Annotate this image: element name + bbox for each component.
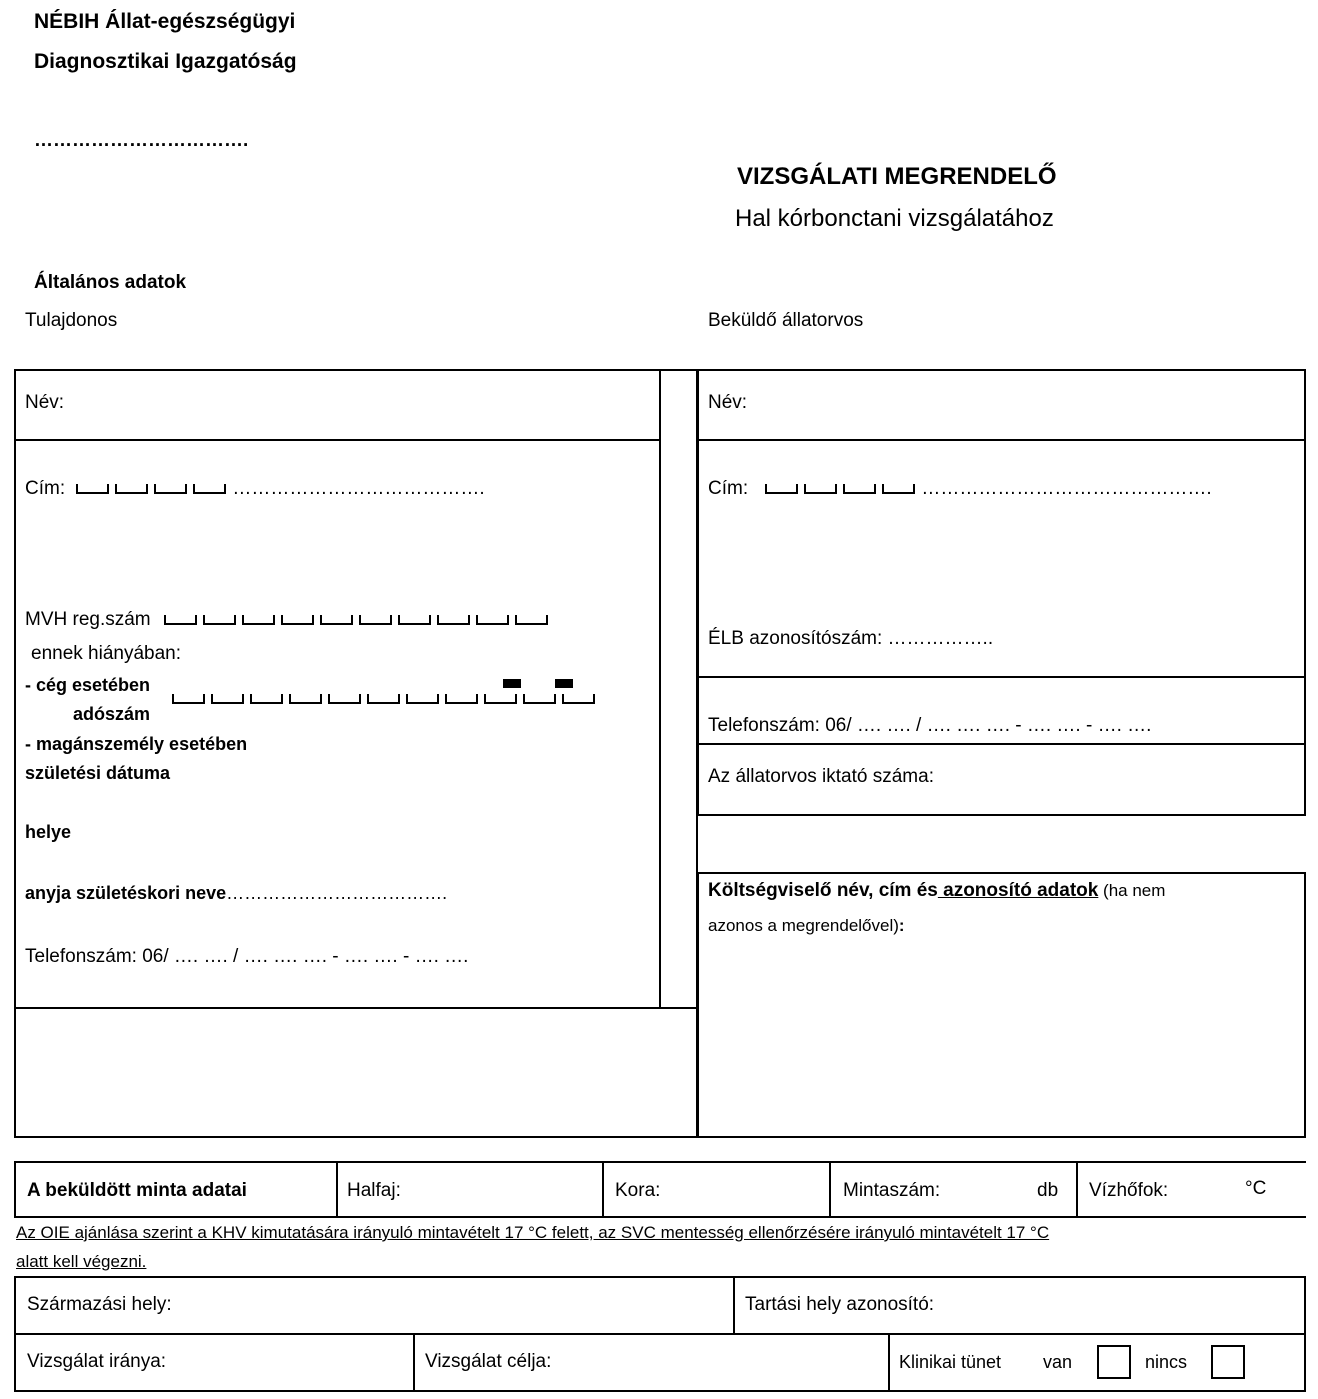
owner-right-divider <box>659 369 661 1009</box>
age-label[interactable]: Kora: <box>615 1180 661 1201</box>
clinical-sign-label: Klinikai tünet <box>899 1352 1002 1372</box>
org-name-line2: Diagnosztikai Igazgatóság <box>34 50 297 73</box>
general-section-title: Általános adatok <box>34 272 187 293</box>
exam-direction-label[interactable]: Vizsgálat iránya: <box>27 1351 167 1372</box>
payer-note: (ha nem <box>1098 881 1166 900</box>
tax-number-label: adószám <box>73 704 151 724</box>
vet-block <box>697 369 1306 816</box>
vet-section-label: Beküldő állatorvos <box>708 310 864 331</box>
oie-note-line2: alatt kell végezni. <box>16 1252 147 1271</box>
elb-dots: …………….. <box>887 628 994 649</box>
payer-note-line2 <box>708 916 905 936</box>
vet-address-field[interactable] <box>708 478 1212 500</box>
org-name-line1: NÉBIH Állat-egészségügyi <box>34 10 296 33</box>
payer-title: Költségviselő név, cím és <box>708 880 938 901</box>
sample-row-bottom <box>14 1216 1306 1218</box>
vet-elb-divider <box>697 676 1306 678</box>
vet-phone-divider <box>697 743 1306 745</box>
sample-row-top <box>14 1161 1306 1163</box>
mother-name-label: anyja születéskori neve <box>25 883 227 903</box>
payer-block <box>697 872 1306 1138</box>
mvh-label: MVH reg.szám <box>25 609 151 631</box>
sample-data-title: A beküldött minta adatai <box>27 1180 247 1201</box>
sample-col-div-4 <box>1076 1161 1078 1218</box>
elb-field[interactable] <box>708 628 993 650</box>
postcode-boxes <box>76 478 232 500</box>
vet-address-label: Cím: <box>708 478 749 500</box>
sample-col-div-3 <box>829 1161 831 1218</box>
form-subtitle: Hal kórbonctani vizsgálatához <box>735 205 1054 232</box>
tax-dash-1 <box>503 679 521 688</box>
owner-bottom-divider <box>14 1007 698 1009</box>
owner-name-label[interactable]: Név: <box>25 392 65 413</box>
holding-id-label[interactable]: Tartási hely azonosító: <box>745 1294 935 1315</box>
origin-col-divider <box>733 1276 735 1334</box>
tax-dash-2 <box>555 679 573 688</box>
clinical-no-checkbox[interactable] <box>1211 1345 1245 1379</box>
mother-name-dots: ………………………………. <box>226 883 448 903</box>
sample-count-label[interactable]: Mintaszám: <box>843 1180 941 1201</box>
owner-address-label: Cím: <box>25 478 66 500</box>
vet-name-divider <box>697 439 1306 441</box>
private-person-label: - magánszemély esetében <box>25 734 248 754</box>
sample-row-left <box>14 1161 16 1218</box>
water-temp-unit: °C <box>1245 1178 1267 1199</box>
species-label[interactable]: Halfaj: <box>347 1180 401 1201</box>
payer-id-data: azonosító adatok <box>937 880 1099 901</box>
vet-postcode-boxes <box>765 478 921 500</box>
payer-title-line[interactable] <box>708 880 1165 902</box>
payer-colon: : <box>898 916 905 935</box>
company-label: - cég esetében <box>25 675 151 695</box>
clinical-no-label: nincs <box>1145 1352 1188 1372</box>
mvh-field[interactable] <box>25 609 554 631</box>
exam-col-divider-1 <box>413 1333 415 1392</box>
mother-name-field[interactable] <box>25 883 447 904</box>
mvh-boxes <box>164 609 554 631</box>
water-temp-label[interactable]: Vízhőfok: <box>1089 1180 1169 1201</box>
birth-date-label[interactable]: születési dátuma <box>25 763 171 783</box>
owner-phone-field[interactable]: Telefonszám: 06/ …. …. / …. …. …. - …. …. - …. …. <box>25 946 469 967</box>
sample-col-div-2 <box>602 1161 604 1218</box>
owner-address-dots: …………………………………. <box>232 478 485 500</box>
org-dots: ……………………………. <box>34 130 249 151</box>
vet-phone-field[interactable]: Telefonszám: 06/ …. …. / …. …. …. - …. …. - …. …. <box>708 715 1152 736</box>
owner-name-divider <box>14 439 661 441</box>
owner-section-label: Tulajdonos <box>25 310 118 331</box>
payer-note-text: azonos a megrendelővel) <box>708 916 899 935</box>
elb-label: ÉLB azonosítószám: <box>708 628 883 649</box>
owner-address-field[interactable] <box>25 478 485 500</box>
clinical-yes-label: van <box>1043 1352 1073 1372</box>
clinical-yes-checkbox[interactable] <box>1097 1345 1131 1379</box>
absence-label: ennek hiányában: <box>31 643 182 664</box>
vet-name-label[interactable]: Név: <box>708 392 748 413</box>
vet-filing-number-label[interactable]: Az állatorvos iktató száma: <box>708 766 934 787</box>
tax-number-boxes[interactable] <box>172 691 601 709</box>
oie-note-line1: Az OIE ajánlása szerint a KHV kimutatására irányuló mintavételt 17 °C felett, az SVC mentesség ellenőrzésére irányuló mintavételt 17 °C <box>16 1223 1050 1242</box>
sample-count-unit: db <box>1037 1180 1059 1201</box>
origin-place-label[interactable]: Származási hely: <box>27 1294 172 1315</box>
vet-address-dots: ………………………………………. <box>921 478 1212 500</box>
origin-row-divider <box>14 1333 1306 1335</box>
form-title: VIZSGÁLATI MEGRENDELŐ <box>737 163 1057 190</box>
exam-purpose-label[interactable]: Vizsgálat célja: <box>425 1351 552 1372</box>
sample-col-div-1 <box>336 1161 338 1218</box>
exam-col-divider-2 <box>888 1333 890 1392</box>
birth-place-label[interactable]: helye <box>25 822 72 842</box>
